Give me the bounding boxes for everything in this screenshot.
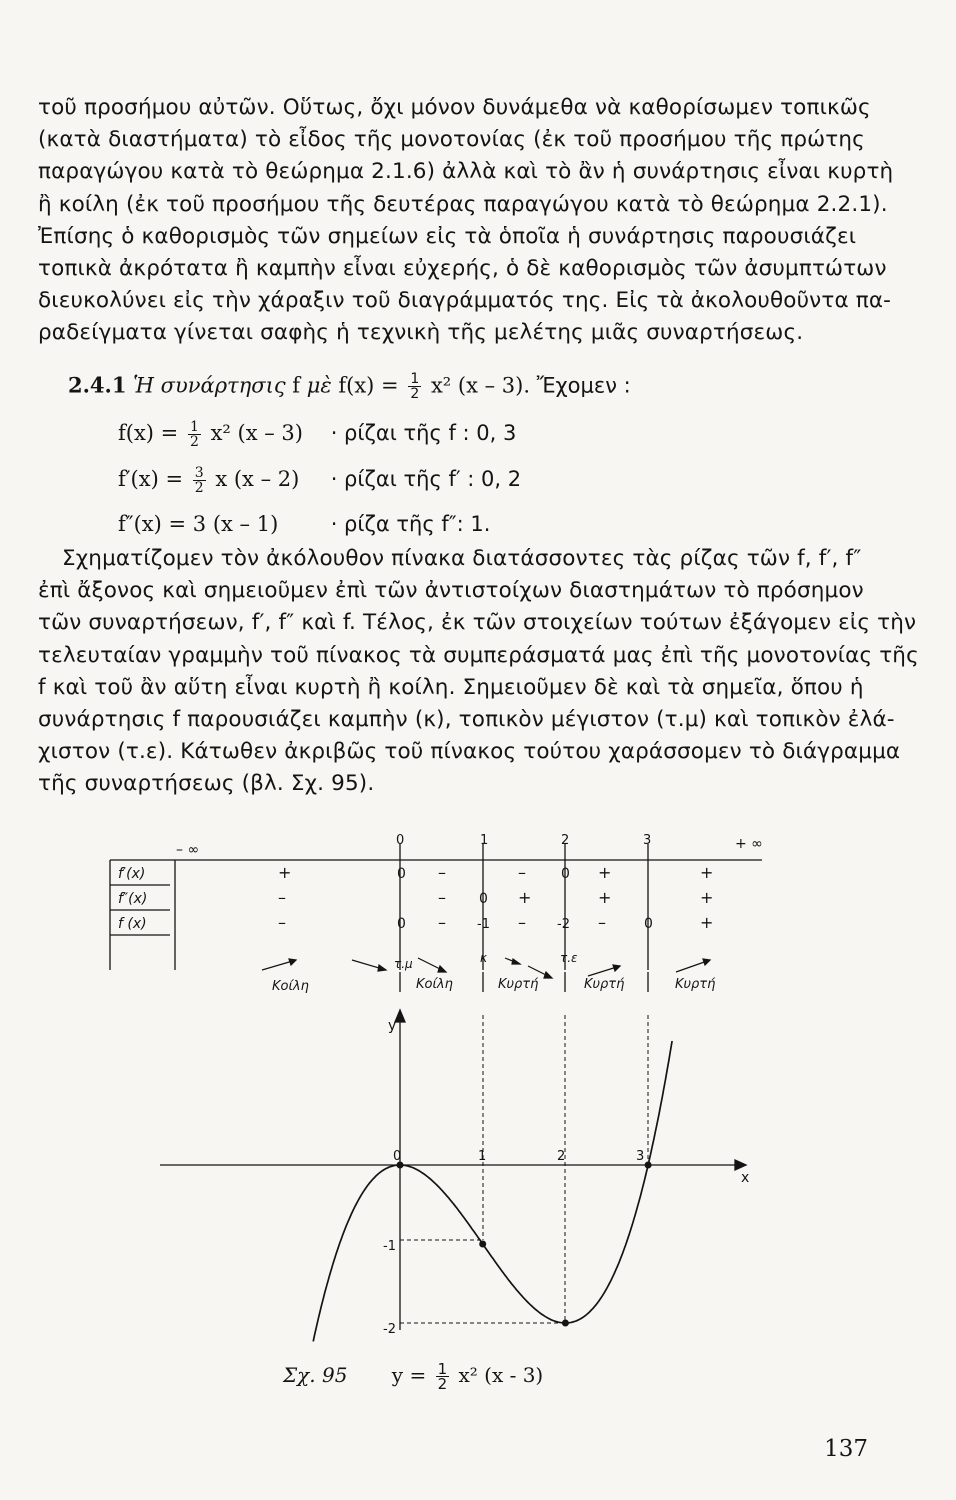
y-axis-arrow [395, 1010, 405, 1022]
example-lhs: f(x) = [338, 373, 399, 398]
sign-cell: 0 [397, 866, 406, 882]
function-graph [0, 1000, 956, 1350]
mark-inflection: κ [480, 951, 488, 965]
paragraph-2 [38, 543, 918, 801]
text-line: ἢ κοίλη (ἐκ τοῦ προσήμου τῆς δευτέρας παραγώγου κατὰ τὸ θεώρημα 2.2.1). [38, 191, 888, 217]
axis-label: 3 [643, 833, 652, 848]
text-line: (κατὰ διαστήματα) τὸ εἶδος τῆς μονοτονίας (ἐκ τοῦ προσήμου τῆς πρώτης [38, 127, 865, 153]
axis-label: – ∞ [176, 842, 200, 858]
y-tick-label: -1 [383, 1239, 396, 1254]
x-axis-label: x [741, 1170, 750, 1186]
sign-cell: – [278, 888, 286, 907]
roots-f: · ρίζαι τῆς f : 0, 3 [330, 421, 517, 445]
roots-f-second: · ρίζα τῆς f″: 1. [330, 512, 491, 536]
equation-f: f(x) = $\frac{1}{2}$ x² (x – 3) · ρίζαι τῆς f : 0, 3 [118, 419, 517, 450]
equation-f-prime: f′(x) = $\frac{3}{2}$ x (x – 2) · ρίζαι τῆς f′ : 0, 2 [118, 465, 522, 496]
example-with: μὲ [306, 373, 332, 398]
text-line: παραγώγου κατὰ τὸ θεώρημα 2.1.6) ἀλλὰ καὶ τὸ ἂν ἡ συνάρτησις εἶναι κυρτὴ [38, 159, 894, 185]
text-line: ἐπὶ ἄξονος καὶ σημειοῦμεν ἐπὶ τῶν ἀντιστοίχων διαστημάτων τὸ πρόσημον [38, 578, 864, 604]
mark-local-min: τ.ε [560, 951, 578, 965]
text-line: ραδείγματα γίνεται σαφὴς ἡ τεχνικὴ τῆς μελέτης μιᾶς συναρτήσεως. [38, 320, 804, 346]
x-tick-label: 3 [636, 1149, 645, 1164]
sign-cell: -1 [477, 917, 490, 932]
example-number: 2.4.1 [68, 372, 127, 398]
sign-cell: + [700, 913, 714, 932]
text-line: χιστον (τ.ε). Κάτωθεν ἀκριβῶς τοῦ πίνακος τούτου χαράσσομεν τὸ διάγραμμα [38, 739, 901, 765]
text-line: τῶν συναρτήσεων, f′, f″ καὶ f. Τέλος, ἐκ τῶν στοιχείων τούτων ἐξάγομεν εἰς τὴν [38, 610, 917, 636]
x-tick-label: 0 [393, 1149, 402, 1164]
sign-cell: – [598, 913, 606, 932]
example-fname: f [292, 373, 301, 398]
text-line: Σχηματίζομεν τὸν ἀκόλουθον πίνακα διατάσσοντες τὰς ρίζας τῶν f, f′, f″ [62, 546, 862, 571]
axis-label: 2 [561, 833, 570, 848]
text-line: f καὶ τοῦ ἂν αὕτη εἶναι κυρτὴ ἢ κοίλη. Σημειοῦμεν δὲ καὶ τὰ σημεῖα, ὅπου ἡ [38, 674, 864, 700]
shape-label: Κοίλη [272, 979, 309, 994]
example-fraction: $\frac{1}{2}$ [410, 371, 420, 402]
sign-cell: – [438, 863, 446, 882]
sign-cell: + [700, 863, 714, 882]
text-line: τοπικὰ ἀκρότατα ἢ καμπὴν εἶναι εὐχερής, ὁ δὲ καθορισμὸς τῶν ἀσυμπτώτων [38, 256, 887, 282]
sign-cell: 0 [479, 891, 488, 907]
axis-label: + ∞ [735, 836, 763, 852]
text-line: τοῦ προσήμου αὐτῶν. Οὕτως, ὄχι μόνον δυνάμεθα νὰ καθορίσωμεν τοπικῶς [38, 95, 871, 120]
x-tick-label: 2 [557, 1149, 566, 1164]
row-label-f-second: f″(x) [118, 891, 148, 907]
axis-label: 1 [480, 833, 489, 848]
sign-cell: + [278, 863, 292, 882]
shape-label: Κυρτή [498, 977, 539, 992]
figure-number: Σχ. 95 [283, 1363, 348, 1387]
shape-label: Κυρτή [675, 977, 716, 992]
figure-caption: Σχ. 95 y = $\frac{1}{2}$ x² (x - 3) [283, 1360, 544, 1393]
example-rhs: x² (x – 3). [430, 373, 530, 398]
shape-label: Κυρτή [584, 977, 625, 992]
equation-f-second: f″(x) = 3 (x – 1) · ρίζα τῆς f″: 1. [118, 512, 491, 536]
sign-cell: – [518, 913, 526, 932]
sign-cell: -2 [557, 917, 570, 932]
mark-local-max: τ.μ [394, 957, 413, 971]
y-axis-label: y [388, 1018, 397, 1034]
sign-cell: – [278, 913, 286, 932]
text-line: τελευταίαν γραμμὴν τοῦ πίνακος τὰ συμπεράσματά μας ἐπὶ τῆς μονοτονίας τῆς [38, 642, 919, 668]
sign-cell: 0 [644, 916, 653, 932]
x-axis-arrow [735, 1160, 746, 1170]
example-heading [68, 372, 631, 401]
function-curve [313, 1041, 672, 1341]
sign-cell: 0 [397, 916, 406, 932]
x-tick-label: 1 [478, 1149, 487, 1164]
row-label-f: f (x) [118, 916, 147, 932]
text-line: τῆς συναρτήσεως (βλ. Σχ. 95). [38, 771, 375, 797]
page-number: 137 [824, 1436, 868, 1462]
sign-cell: – [438, 888, 446, 907]
point-inflection [479, 1241, 486, 1248]
text-line: διευκολύνει εἰς τὴν χάραξιν τοῦ διαγράμματός της. Εἰς τὰ ἀκολουθοῦντα πα- [38, 288, 892, 314]
example-title: Ἡ συνάρτησις [133, 373, 286, 398]
paragraph-1 [38, 92, 918, 350]
sign-cell: 0 [561, 866, 570, 882]
row-label-f-prime: f′(x) [118, 866, 146, 882]
guide-lines [400, 1015, 648, 1323]
sign-cell: + [598, 863, 612, 882]
point-root-3 [645, 1162, 652, 1169]
sign-cell: + [598, 888, 612, 907]
y-tick-label: -2 [383, 1322, 396, 1337]
sign-cell: – [438, 913, 446, 932]
point-local-min [562, 1320, 569, 1327]
sign-table [0, 820, 956, 1000]
sign-cell: – [518, 863, 526, 882]
example-have: Ἔχομεν : [536, 373, 631, 398]
text-line: Ἐπίσης ὁ καθορισμὸς τῶν σημείων εἰς τὰ ὁποῖα ἡ συνάρτησις παρουσιάζει [38, 223, 857, 249]
axis-label: 0 [396, 833, 405, 848]
text-line: συνάρτησις f παρουσιάζει καμπὴν (κ), τοπικὸν μέγιστον (τ.μ) καὶ τοπικὸν ἐλά- [38, 707, 895, 733]
sign-cell: + [518, 888, 532, 907]
roots-f-prime: · ρίζαι τῆς f′ : 0, 2 [330, 467, 522, 491]
shape-label: Κοίλη [416, 977, 453, 992]
sign-cell: + [700, 888, 714, 907]
